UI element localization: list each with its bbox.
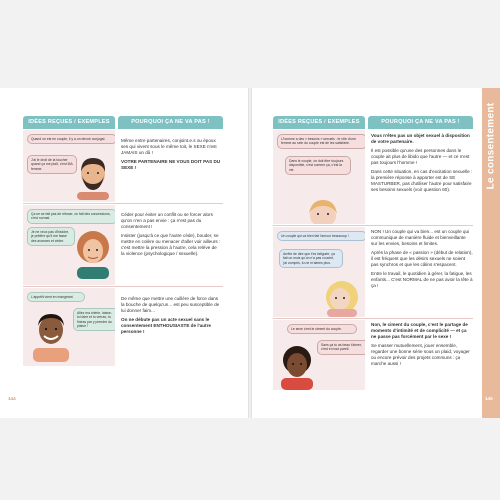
explanation-text: Insister (jusqu'à ce que l'autre cède), bouder, se mettre en colère ou menacer d'aller voir ailleurs : c'est mettre la pression à l'autre, cela relève de la violence (psychologique / sexuelle). [121,233,221,256]
table-header-ideas: IDÉES REÇUES / EXEMPLES [273,116,365,129]
speech-bubble: Un couple qui va bien fait l'amour beaucoup ! [277,231,365,241]
explanation-text: On ne débute pas un acte sexuel sans le consentement ENTHOUSIASTE de l'autre personne ! [121,317,211,334]
table-header-ideas: IDÉES REÇUES / EXEMPLES [23,116,115,129]
illustration-cell [273,227,365,317]
table-header-why: POURQUOI ÇA NE VA PAS ! [118,116,223,129]
book-gutter [248,88,252,418]
speech-bubble: L'homme a des « besoins » sexuels : le rôle d'une femme au sein du couple est de les satisfaire. [277,134,365,149]
embarrassed-woman-illustration [303,194,343,224]
illustration-cell [23,288,115,366]
row-divider [23,203,223,204]
speech-bubble: Le sexe c'est le ciment du couple. [287,324,357,334]
row-divider [23,286,223,287]
explanation-cell [121,296,221,338]
speech-bubble: Sans ça tu as beau t'aimer, c'est en tout pareil. [317,340,365,355]
explanation-text: Céder pour éviter un conflit ou se forcer alors qu'on n'en a pas envie : ça n'est pas du consentement ! [121,212,213,229]
speech-bubble: J'ai le droit de la toucher quand ça me plaît, c'est MA femme. [27,155,77,174]
explanation-text: Même entre partenaires, conjoint.e.s ou époux ses qui vivent sous le même toit, le SEXE n'est JAMAIS un dû ! [121,138,217,155]
illustration-cell [23,130,115,202]
explanation-text: Se masser mutuellement, jouer ensemble, regarder une bonne série sous un plaid, voyager ou encore prévoir des projets communs : ça marche aussi ! [371,343,470,366]
row-divider [273,318,473,319]
illustration-cell [23,205,115,285]
explanation-text: Entre le travail, le quotidien à gérer, la fatigue, les enfants... C'est NORMAL de ne pas avoir la tête à ça ! [371,271,473,288]
chapter-title: Le consentement [485,102,497,190]
illustration-cell [273,130,365,224]
woman-curly-hair-illustration [73,229,113,279]
blonde-woman-illustration [321,277,363,317]
explanation-text: Après la phase de « passion » (début de relation), il est fréquent que les désirs sexuels ne soient pas synchros et que les câlins s'espacent. [371,250,473,267]
speech-bubble: Dans le couple, on doit être toujours disponible, c'est comme ça, c'est la vie. [285,156,351,175]
speech-bubble: Allez ma chérie, laisse-toi faire et tu verras, tu finiras par y prendre du plaisir ! [73,308,115,331]
speech-bubble: Arrête de dire que t'es fatiguée, ça fait un mois qu'on n'a pas couché, j'ai compris, tu ne m'aimes plus. [279,249,343,268]
chapter-sidebar-label [482,88,500,418]
speech-bubble: L'appétit vient en mangeant. [27,292,85,302]
speech-bubble: Je ne veux pas d'histoire, je préfère qu'il me fasse des avances et céder. [27,227,75,246]
explanation-text: Il est possible qu'une des personnes dans le couple ait plus de libido que l'autre — et ce n'est pas toujours l'homme ! [371,148,470,165]
right-table [273,116,473,390]
illustration-cell [273,320,365,390]
explanation-cell [371,133,473,196]
explanation-cell [121,138,221,174]
speech-bubble: Ça ne se fait pas de refuser, on fait des concessions, c'est normal. [27,209,115,224]
explanation-text: VOTRE PARTENAIRE NE VOUS DOIT PAS DU SEXE ! [121,159,221,170]
woman-dark-hair-illustration [277,344,317,390]
table-header-why: POURQUOI ÇA NE VA PAS ! [368,116,473,129]
explanation-cell [121,212,221,260]
explanation-cell [371,229,473,292]
page-number-right: 145 [485,396,493,401]
page-number-left: 144 [8,396,16,401]
explanation-cell [371,322,473,370]
explanation-text: Non, le ciment du couple, c'est le partage de moments d'intimité et de complicité — et ça ne passe pas forcément par le sexe ! [371,322,468,339]
explanation-text: Dans cette situation, en cas d'excitation sexuelle : la première réponse à apporter est de SE MASTURBER, pas d'utiliser l'autre pour satisfaire ses besoins sexuels (voir question 60). [371,169,473,192]
smiling-man-illustration [29,310,73,362]
explanation-text: Vous n'êtes pas un objet sexuel à disposition de votre partenaire. [371,133,470,144]
explanation-text: NON ! Un couple qui va bien... est un couple qui communique de manière fluide et bienveillante sur les envies, besoins et limites. [371,229,470,246]
speech-bubble: Quand on est en couple, il y a un devoir conjugal. [27,134,115,144]
left-table [23,116,223,366]
row-divider [273,225,473,226]
man-with-beard-illustration [73,154,113,200]
explanation-text: De même que mettre une cuillère de force dans la bouche de quelqu'un... est peu susceptible de lui donner faim... [121,296,220,313]
